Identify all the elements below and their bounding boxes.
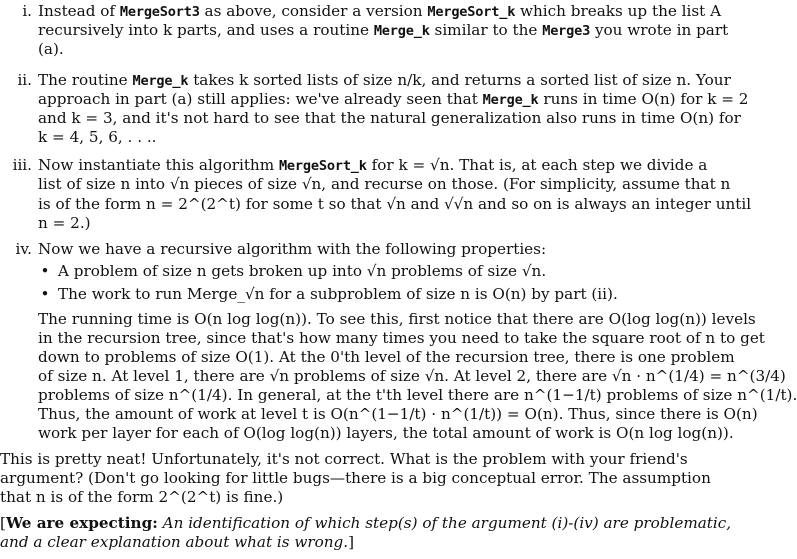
expecting-label: We are expecting: bbox=[5, 514, 158, 532]
item-iv-para-2: in the recursion tree, since that's how many times you need to take the square root of n to get bbox=[38, 329, 765, 347]
item-iv-bullet-2: • The work to run Merge_√n for a subproblem of size n is O(n) by part (ii). bbox=[38, 285, 618, 303]
item-iv-para-5: problems of size n^(1/4). In general, at the t'th level there are n^(1−1/t) problems of size n^(1/t). bbox=[38, 386, 797, 404]
item-iv-para-1: The running time is O(n log log(n)). To see this, first notice that there are O(log log(n)) levels bbox=[38, 310, 756, 328]
closing-line-2: argument? (Don't go looking for little bugs—there is a big conceptual error. The assumption bbox=[0, 469, 711, 487]
item-iii-line-3: is of the form n = 2^(2^t) for some t so that √n and √√n and so on is always an integer until bbox=[38, 195, 752, 213]
item-iv-bullet-1: • A problem of size n gets broken up into √n problems of size √n. bbox=[38, 262, 546, 280]
item-iv-para-4: of size n. At level 1, there are √n problems of size √n. At level 2, there are √n · n^(1/4) = n^(3/4) bbox=[38, 367, 786, 385]
item-ii-line-1: ii. The routine Merge_k takes k sorted lists of size n/k, and returns a sorted list of size n. Your bbox=[17, 71, 731, 89]
item-iv-para-6: Thus, the amount of work at level t is O(n^(1−1/t) · n^(1/t)) = O(n). Thus, since there is O(n) bbox=[38, 405, 758, 423]
item-iv-para-3: down to problems of size O(1). At the 0'th level of the recursion tree, there is one problem bbox=[38, 348, 735, 366]
item-iv-intro: iv. Now we have a recursive algorithm with the following properties: bbox=[15, 240, 547, 258]
item-i-line-1: i. Instead of MergeSort3 as above, consider a version MergeSort_k which breaks up the list A bbox=[6, 2, 721, 21]
code-mergesort3: MergeSort3 bbox=[119, 4, 200, 20]
item-iv-para-7: work per layer for each of O(log log(n)) layers, the total amount of work is O(n log log(n)). bbox=[38, 424, 734, 442]
item-ii-line-4: k = 4, 5, 6, . . .. bbox=[38, 128, 157, 146]
bullet-icon: • bbox=[40, 262, 50, 280]
item-i-line-2: recursively into k parts, and uses a routine Merge_k similar to the Merge3 you wrote in part bbox=[38, 21, 729, 39]
expecting-line-1: [We are expecting: An identification of which step(s) of the argument (i)-(iv) are problematic, bbox=[0, 514, 732, 532]
expecting-line-2: and a clear explanation about what is wrong.] bbox=[0, 533, 355, 551]
item-i-line-3: (a). bbox=[38, 40, 64, 58]
item-ii-line-3: and k = 3, and it's not hard to see that the natural generalization also runs in time O(n) for bbox=[38, 109, 741, 127]
bullet-icon: • bbox=[40, 285, 50, 303]
closing-line-1: This is pretty neat! Unfortunately, it's not correct. What is the problem with your friend's bbox=[0, 450, 688, 468]
item-iii-line-2: list of size n into √n pieces of size √n, and recurse on those. (For simplicity, assume that n bbox=[38, 175, 731, 193]
item-marker: i. bbox=[22, 2, 32, 20]
item-ii-line-2: approach in part (a) still applies: we've already seen that Merge_k runs in time O(n) for k = 2 bbox=[38, 90, 749, 108]
closing-line-3: that n is of the form 2^(2^t) is fine.) bbox=[0, 488, 284, 506]
code-mergesort-k: MergeSort_k bbox=[427, 4, 516, 20]
item-iii-line-4: n = 2.) bbox=[38, 214, 91, 232]
item-iii-line-1: iii. Now instantiate this algorithm MergeSort_k for k = √n. That is, at each step we divide a bbox=[12, 156, 708, 174]
